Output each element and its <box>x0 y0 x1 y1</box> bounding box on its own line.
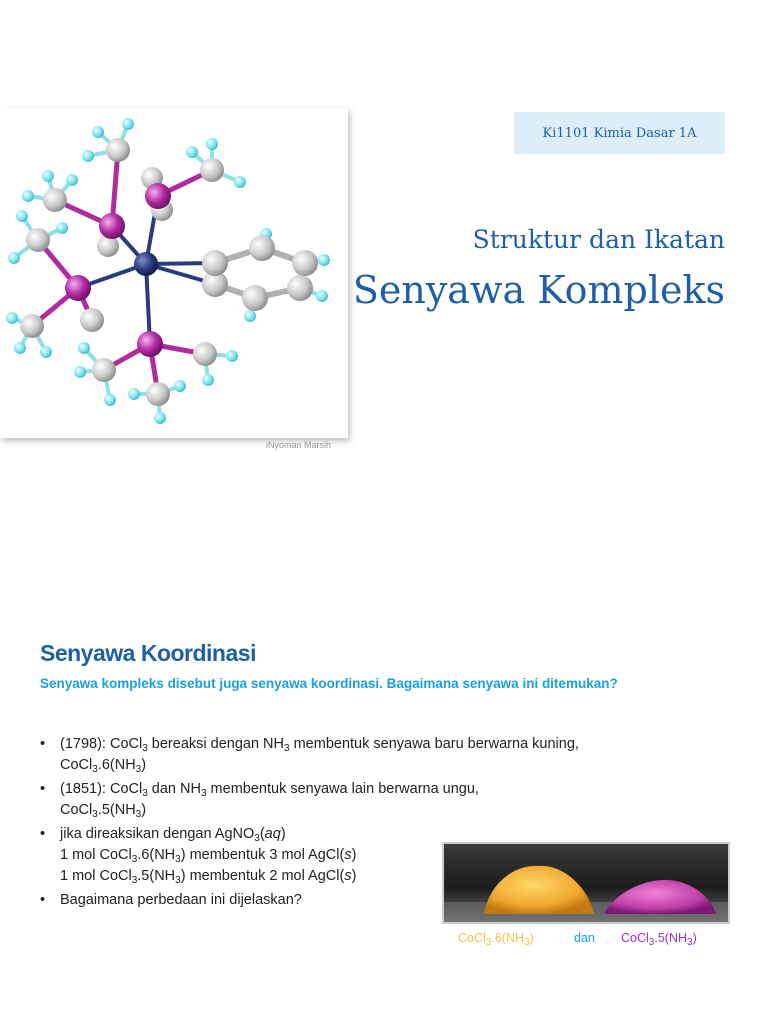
caption-purple-compound: $CoCl_3.5(NH_3)$ <box>621 931 697 948</box>
image-credit: iNyoman Marsih <box>266 440 332 450</box>
molecule-illustration <box>0 108 348 438</box>
course-label: Ki1101 Kimia Dasar 1A <box>514 112 725 154</box>
powder-photo <box>442 842 730 924</box>
bullet-1851: • (1851): CoCl$_3$ dan $NH_3$ membentuk senyawa lain berwarna ungu, $CoCl_3.5(NH_3)$ <box>40 779 720 821</box>
bullet-question: • Bagaimana perbedaan ini dijelaskan? <box>40 890 720 911</box>
slide-subtitle: Struktur dan Ikatan <box>472 225 725 254</box>
bullet-agno3: • jika direaksikan dengan AgNO$_3$(aq) 1 mol $CoCl_3.6(NH_3)$ membentuk 3 mol AgCl(s) 1 mol $CoCl_3.5(NH_3)$ membentuk 2 mol AgCl(s) <box>40 824 720 887</box>
bullet-1798: • (1798): CoCl$_3$ bereaksi dengan $NH_3$ membentuk senyawa baru berwarna kuning, $CoCl_3.6(NH_3)$ <box>40 734 720 776</box>
section-subheading: Senyawa kompleks disebut juga senyawa koordinasi. Bagaimana senyawa ini ditemukan? <box>40 676 618 691</box>
slide-title: Senyawa Kompleks <box>352 268 725 312</box>
caption-dan: dan <box>574 931 595 945</box>
caption-yellow-compound: $CoCl_3.6(NH_3)$ <box>458 931 534 948</box>
molecule-image <box>0 108 348 438</box>
section-heading: Senyawa Koordinasi <box>40 640 256 666</box>
